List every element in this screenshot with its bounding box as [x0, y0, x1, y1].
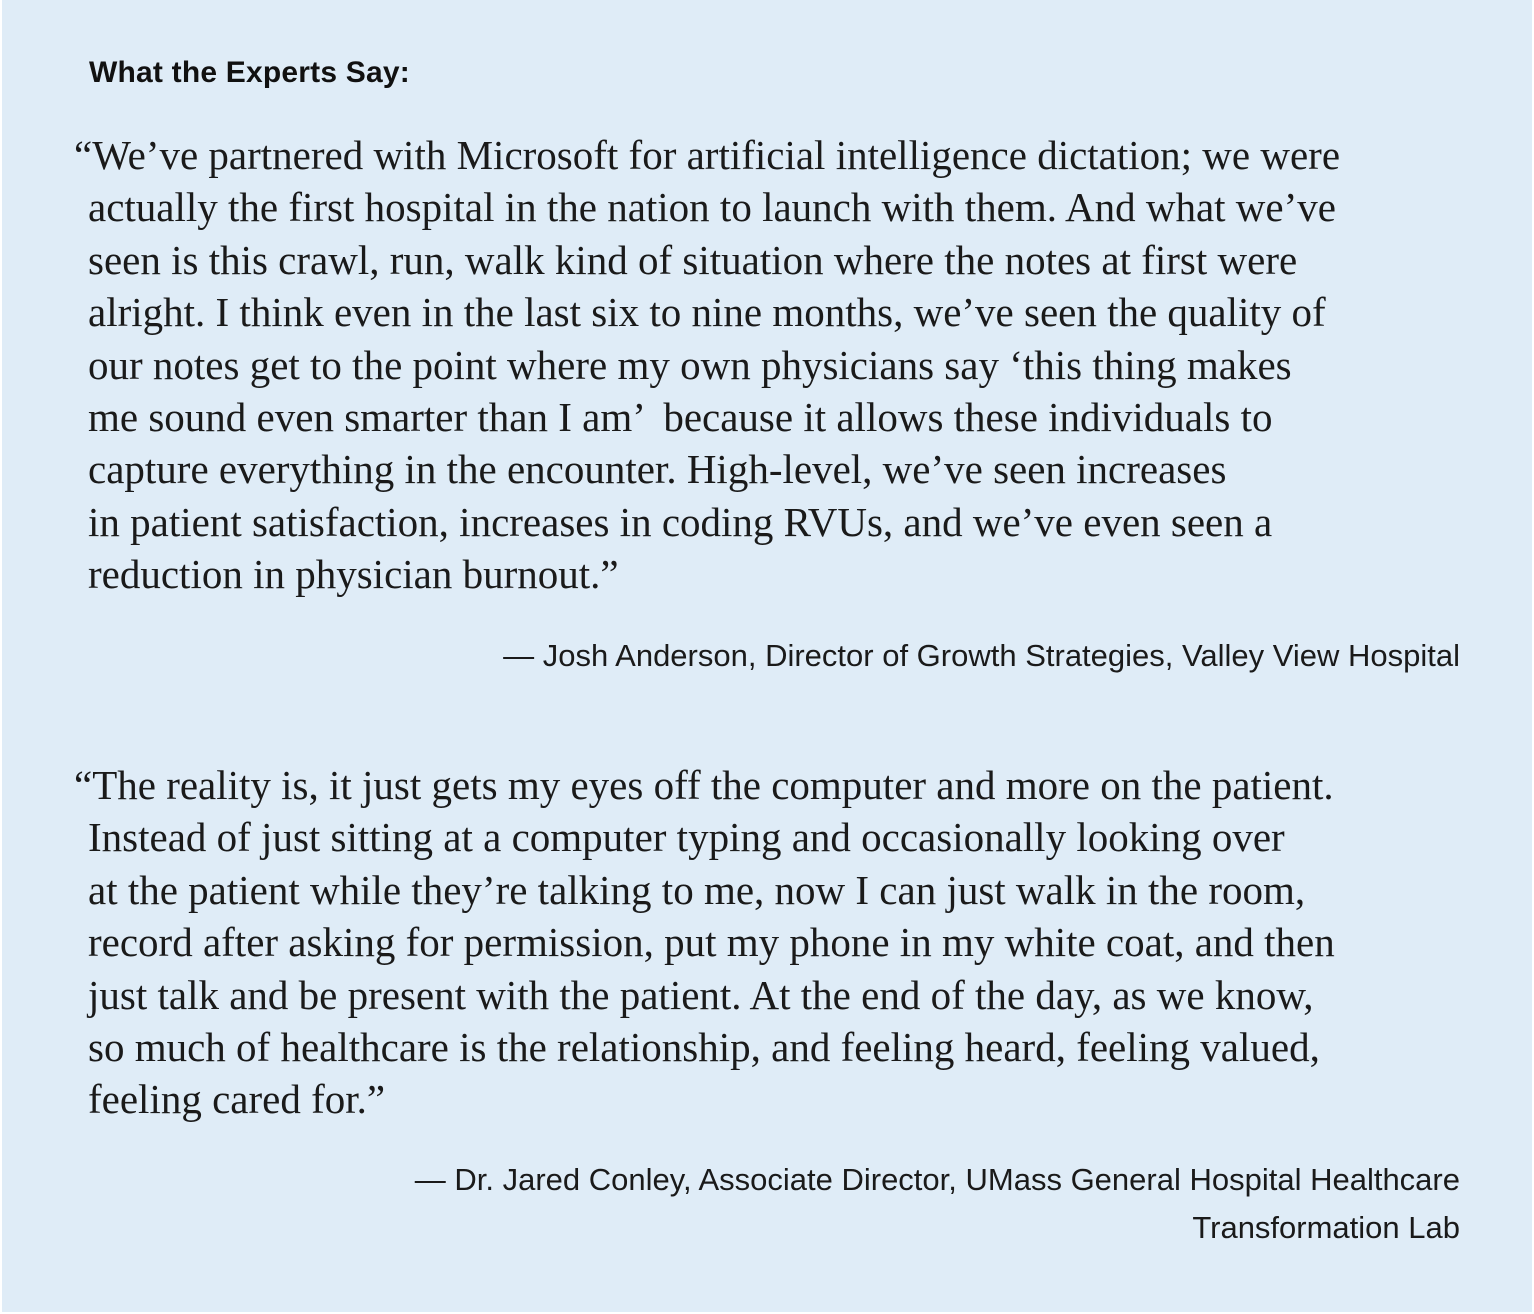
quote-line: seen is this crawl, run, walk kind of situation where the notes at first were [88, 236, 1298, 283]
testimonial-quote [74, 759, 1488, 1126]
testimonial-attribution [503, 632, 1460, 680]
quote-line: capture everything in the encounter. High-level, we’ve seen increases [88, 446, 1227, 493]
experts-panel [2, 0, 1532, 1312]
quote-line: our notes get to the point where my own physicians say ‘this thing makes [88, 341, 1292, 388]
quote-line: feeling cared for.” [88, 1076, 386, 1123]
quote-line: me sound even smarter than I am’ because it allows these individuals to [88, 394, 1273, 441]
testimonial-attribution [415, 1156, 1460, 1252]
quote-line: Instead of just sitting at a computer typing and occasionally looking over [88, 814, 1285, 861]
quote-line: “We’ve partnered with Microsoft for artificial intelligence dictation; we were [74, 132, 1341, 178]
quote-line: in patient satisfaction, increases in coding RVUs, and we’ve even seen a [88, 498, 1273, 545]
quote-line: reduction in physician burnout.” [88, 551, 619, 598]
quote-line: actually the first hospital in the nation to launch with them. And what we’ve [88, 184, 1336, 231]
quote-line: so much of healthcare is the relationship, and feeling heard, feeling valued, [88, 1024, 1320, 1071]
section-heading: What the Experts Say: [89, 56, 410, 89]
attribution-line: Transformation Lab [1192, 1210, 1460, 1245]
quote-line: alright. I think even in the last six to nine months, we’ve seen the quality of [88, 289, 1326, 336]
quote-line: just talk and be present with the patient. At the end of the day, as we know, [88, 971, 1314, 1018]
quote-line: “The reality is, it just gets my eyes off the computer and more on the patient. [74, 762, 1334, 808]
attribution-line: — Dr. Jared Conley, Associate Director, UMass General Hospital Healthcare [414, 1162, 1460, 1197]
attribution-line: — Josh Anderson, Director of Growth Strategies, Valley View Hospital [503, 638, 1460, 673]
testimonial-quote [74, 129, 1488, 601]
quote-line: at the patient while they’re talking to me, now I can just walk in the room, [88, 866, 1306, 913]
quote-line: record after asking for permission, put my phone in my white coat, and then [88, 919, 1335, 966]
